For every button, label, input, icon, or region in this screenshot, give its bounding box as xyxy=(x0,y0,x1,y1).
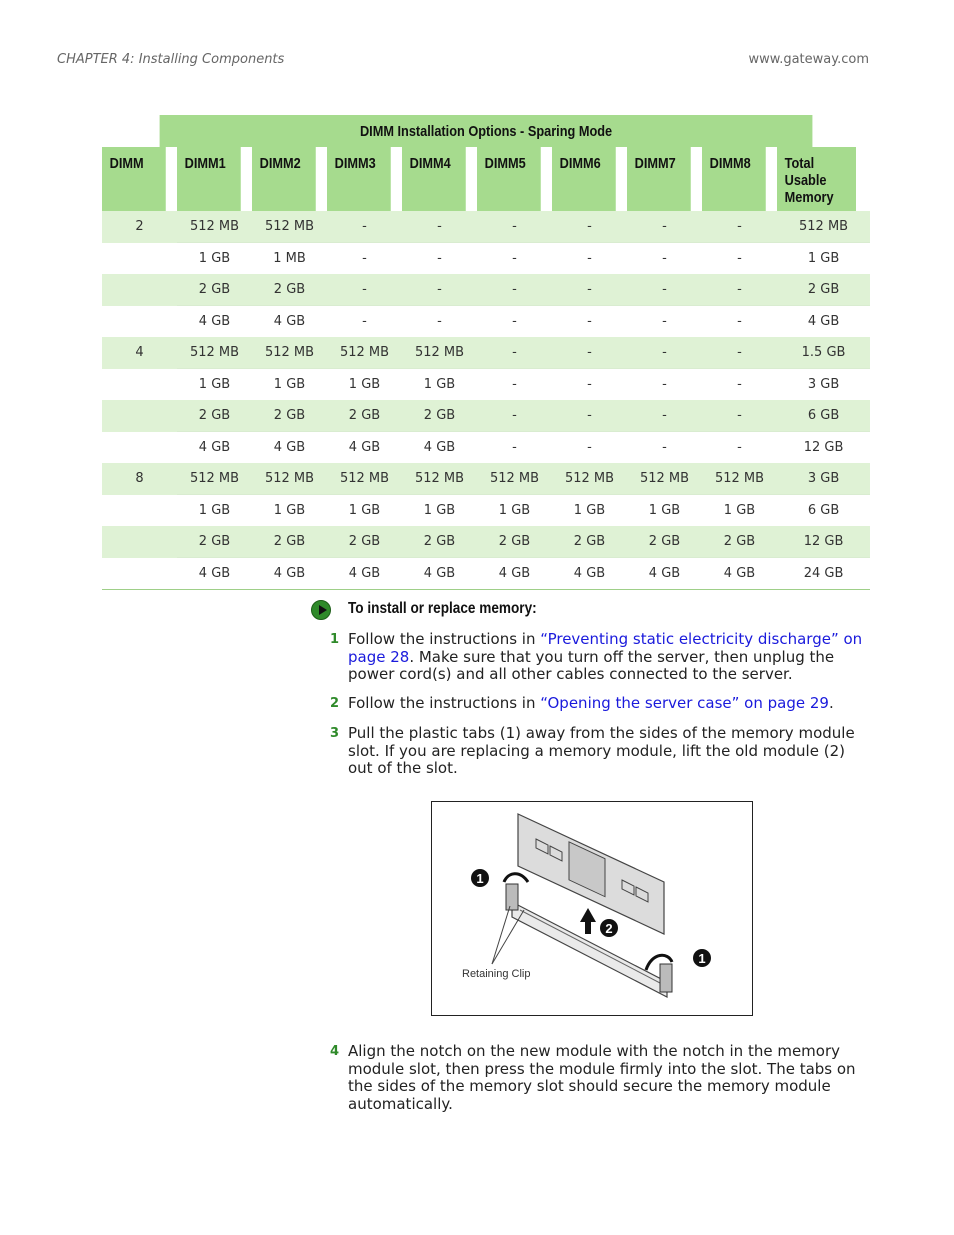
memory-module-drawing xyxy=(432,802,751,1014)
table-cell: - xyxy=(702,432,777,464)
step-3 xyxy=(330,725,870,778)
table-row xyxy=(102,211,870,243)
table-cell: 512 MB xyxy=(477,463,552,495)
table-cell: 1 GB xyxy=(177,495,252,527)
table-cell xyxy=(102,400,177,432)
table-row xyxy=(102,432,870,464)
procedure-arrow-icon xyxy=(311,600,331,620)
table-cell: - xyxy=(552,243,627,275)
table-cell: - xyxy=(327,274,402,306)
table-cell: 512 MB xyxy=(402,463,477,495)
table-cell: 6 GB xyxy=(777,400,870,432)
table-cell: 2 GB xyxy=(702,526,777,558)
table-cell: 1 GB xyxy=(402,495,477,527)
table-cell: - xyxy=(552,432,627,464)
table-cell: 512 MB xyxy=(777,211,870,243)
table-cell: 3 GB xyxy=(777,369,870,401)
table-cell: 2 GB xyxy=(327,526,402,558)
table-cell: 512 MB xyxy=(552,463,627,495)
callout-1-left-label: 1 xyxy=(476,871,484,886)
callout-2-label: 2 xyxy=(605,921,613,936)
table-cell xyxy=(102,306,177,338)
table-row xyxy=(102,243,870,275)
table-cell: 1 GB xyxy=(552,495,627,527)
table-row xyxy=(102,558,870,590)
table-cell: 512 MB xyxy=(627,463,702,495)
column-header: DIMM3 xyxy=(327,147,391,211)
table-cell: 2 GB xyxy=(627,526,702,558)
table-cell: - xyxy=(552,369,627,401)
table-cell: - xyxy=(627,337,702,369)
table-cell: 1 GB xyxy=(327,495,402,527)
table-cell xyxy=(102,432,177,464)
table-cell: 1 GB xyxy=(177,243,252,275)
table-cell: 512 MB xyxy=(402,337,477,369)
table-cell: 2 GB xyxy=(177,274,252,306)
table-cell: - xyxy=(552,211,627,243)
table-cell xyxy=(102,558,177,590)
table-cell: - xyxy=(477,243,552,275)
table-cell: - xyxy=(627,306,702,338)
chapter-header: CHAPTER 4: Installing Components xyxy=(57,52,285,67)
table-cell: 1 GB xyxy=(327,369,402,401)
column-header: DIMM xyxy=(102,147,166,211)
table-header-row xyxy=(102,147,870,211)
table-cell: - xyxy=(477,432,552,464)
table-cell: - xyxy=(477,369,552,401)
table-cell: 3 GB xyxy=(777,463,870,495)
table-cell: - xyxy=(327,243,402,275)
table-cell: 4 GB xyxy=(252,432,327,464)
table-cell xyxy=(102,243,177,275)
table-cell: - xyxy=(327,306,402,338)
column-header: DIMM2 xyxy=(252,147,316,211)
table-cell: 512 MB xyxy=(327,463,402,495)
table-cell: 4 GB xyxy=(252,306,327,338)
table-row xyxy=(102,369,870,401)
table-cell: 512 MB xyxy=(252,463,327,495)
table-cell: 1 GB xyxy=(702,495,777,527)
table-cell: 12 GB xyxy=(777,526,870,558)
table-cell: - xyxy=(477,211,552,243)
table-cell: 2 GB xyxy=(477,526,552,558)
table-cell: - xyxy=(477,337,552,369)
table-row xyxy=(102,400,870,432)
table-cell: - xyxy=(477,306,552,338)
step-number: 1 xyxy=(330,632,340,647)
table-cell: - xyxy=(552,306,627,338)
table-cell: 2 GB xyxy=(252,526,327,558)
table-cell: - xyxy=(702,243,777,275)
memory-module-illustration xyxy=(431,801,753,1016)
step-text: Pull the plastic tabs (1) away from the sides of the memory module slot. If you are replacing a memory module, lift the old module (2) out of the slot. xyxy=(348,724,855,777)
table-cell: - xyxy=(327,211,402,243)
table-cell: 4 GB xyxy=(552,558,627,590)
table-body xyxy=(102,211,870,590)
table-cell: 4 GB xyxy=(327,432,402,464)
table-cell: - xyxy=(702,337,777,369)
step-text: Follow the instructions in xyxy=(348,694,541,712)
table-cell: 4 GB xyxy=(327,558,402,590)
table-cell: 2 GB xyxy=(177,400,252,432)
table-cell: - xyxy=(702,306,777,338)
table-cell xyxy=(102,369,177,401)
table-cell: 4 xyxy=(102,337,177,369)
table-cell: 1 GB xyxy=(477,495,552,527)
column-header: DIMM4 xyxy=(402,147,466,211)
table-cell: 8 xyxy=(102,463,177,495)
table-cell: 4 GB xyxy=(177,432,252,464)
clip-leader-line xyxy=(492,906,510,964)
table-cell: 2 GB xyxy=(402,526,477,558)
lift-up-arrow xyxy=(580,908,596,934)
table-row xyxy=(102,495,870,527)
table-cell: - xyxy=(627,369,702,401)
table-cell: 4 GB xyxy=(177,558,252,590)
table-cell: 512 MB xyxy=(702,463,777,495)
table-cell: - xyxy=(627,211,702,243)
step-number: 2 xyxy=(330,696,340,711)
table-cell: 2 GB xyxy=(252,400,327,432)
callout-1-right-label: 1 xyxy=(698,951,706,966)
table-row xyxy=(102,463,870,495)
table-cell: - xyxy=(702,369,777,401)
step-text: Align the notch on the new module with the notch in the memory module slot, then press the module firmly into the slot. The tabs on the sides of the memory slot should secure the memory module automatically. xyxy=(348,1042,856,1113)
table-cell: 512 MB xyxy=(177,337,252,369)
table-cell: - xyxy=(702,211,777,243)
table-cell: 2 xyxy=(102,211,177,243)
table-cell: 2 GB xyxy=(327,400,402,432)
table-cell: 4 GB xyxy=(402,558,477,590)
table-cell: 512 MB xyxy=(252,211,327,243)
step-text: . Make sure that you turn off the server, then unplug the power cord(s) and all other cables connected to the server. xyxy=(348,647,835,683)
table-cell: 512 MB xyxy=(177,463,252,495)
left-release-arrow xyxy=(504,874,528,882)
table-cell: 1 GB xyxy=(252,495,327,527)
table-row xyxy=(102,306,870,338)
table-cell: 1 GB xyxy=(252,369,327,401)
table-cell: - xyxy=(627,274,702,306)
table-cell: - xyxy=(702,400,777,432)
table-cell: 1 MB xyxy=(252,243,327,275)
table-cell: 2 GB xyxy=(252,274,327,306)
table-cell: 4 GB xyxy=(627,558,702,590)
table-cell: - xyxy=(402,306,477,338)
table-cell: - xyxy=(402,211,477,243)
right-retaining-clip xyxy=(660,964,672,992)
column-header: DIMM7 xyxy=(627,147,691,211)
table-cell: - xyxy=(702,274,777,306)
column-header: DIMM5 xyxy=(477,147,541,211)
table-cell: - xyxy=(552,337,627,369)
table-cell: 4 GB xyxy=(702,558,777,590)
table-cell: 2 GB xyxy=(402,400,477,432)
table-cell: 2 GB xyxy=(777,274,870,306)
column-header: DIMM6 xyxy=(552,147,616,211)
table-cell: 4 GB xyxy=(177,306,252,338)
table-cell: 512 MB xyxy=(177,211,252,243)
table-cell: 2 GB xyxy=(552,526,627,558)
procedure-title: To install or replace memory: xyxy=(348,600,537,617)
table-cell: 4 GB xyxy=(777,306,870,338)
step-number: 3 xyxy=(330,726,340,741)
column-header: DIMM1 xyxy=(177,147,241,211)
table-cell: 6 GB xyxy=(777,495,870,527)
table-cell xyxy=(102,526,177,558)
table-cell: 1 GB xyxy=(777,243,870,275)
step-2 xyxy=(330,695,870,713)
table-caption: DIMM Installation Options - Sparing Mode xyxy=(160,115,813,147)
table-cell: 4 GB xyxy=(252,558,327,590)
table-cell: - xyxy=(627,243,702,275)
column-header: DIMM8 xyxy=(702,147,766,211)
table-cell: - xyxy=(627,432,702,464)
table-cell xyxy=(102,274,177,306)
step-number: 4 xyxy=(330,1044,340,1059)
table-cell: 512 MB xyxy=(252,337,327,369)
link-opening-case[interactable]: “Opening the server case” on page 29 xyxy=(540,694,829,712)
table-cell: 4 GB xyxy=(402,432,477,464)
site-url: www.gateway.com xyxy=(748,52,869,67)
table-cell: 24 GB xyxy=(777,558,870,590)
dimm-sparing-table xyxy=(102,115,870,590)
table-cell: - xyxy=(552,400,627,432)
step-4 xyxy=(330,1043,870,1113)
table-row xyxy=(102,337,870,369)
left-retaining-clip xyxy=(506,884,518,910)
table-cell: 512 MB xyxy=(327,337,402,369)
retaining-clip-label: Retaining Clip xyxy=(462,968,531,980)
step-text: Follow the instructions in xyxy=(348,630,541,648)
table-cell: 1 GB xyxy=(627,495,702,527)
table-cell: - xyxy=(402,274,477,306)
table-cell: 1 GB xyxy=(402,369,477,401)
table-cell: 4 GB xyxy=(477,558,552,590)
table-cell: - xyxy=(552,274,627,306)
table-cell: 1 GB xyxy=(177,369,252,401)
step-text: . xyxy=(828,694,834,712)
step-1 xyxy=(330,631,870,684)
table-cell: - xyxy=(402,243,477,275)
table-row xyxy=(102,274,870,306)
table-cell: 1.5 GB xyxy=(777,337,870,369)
table-cell: - xyxy=(627,400,702,432)
table-cell xyxy=(102,495,177,527)
table-cell: 2 GB xyxy=(177,526,252,558)
table-cell: - xyxy=(477,400,552,432)
table-cell: - xyxy=(477,274,552,306)
table-row xyxy=(102,526,870,558)
clip-leader-line xyxy=(492,910,524,964)
table-cell: 12 GB xyxy=(777,432,870,464)
link-static-discharge[interactable]: “Preventing static electricity discharge” on page 28 xyxy=(348,630,863,666)
column-header: Total Usable Memory xyxy=(777,147,856,211)
